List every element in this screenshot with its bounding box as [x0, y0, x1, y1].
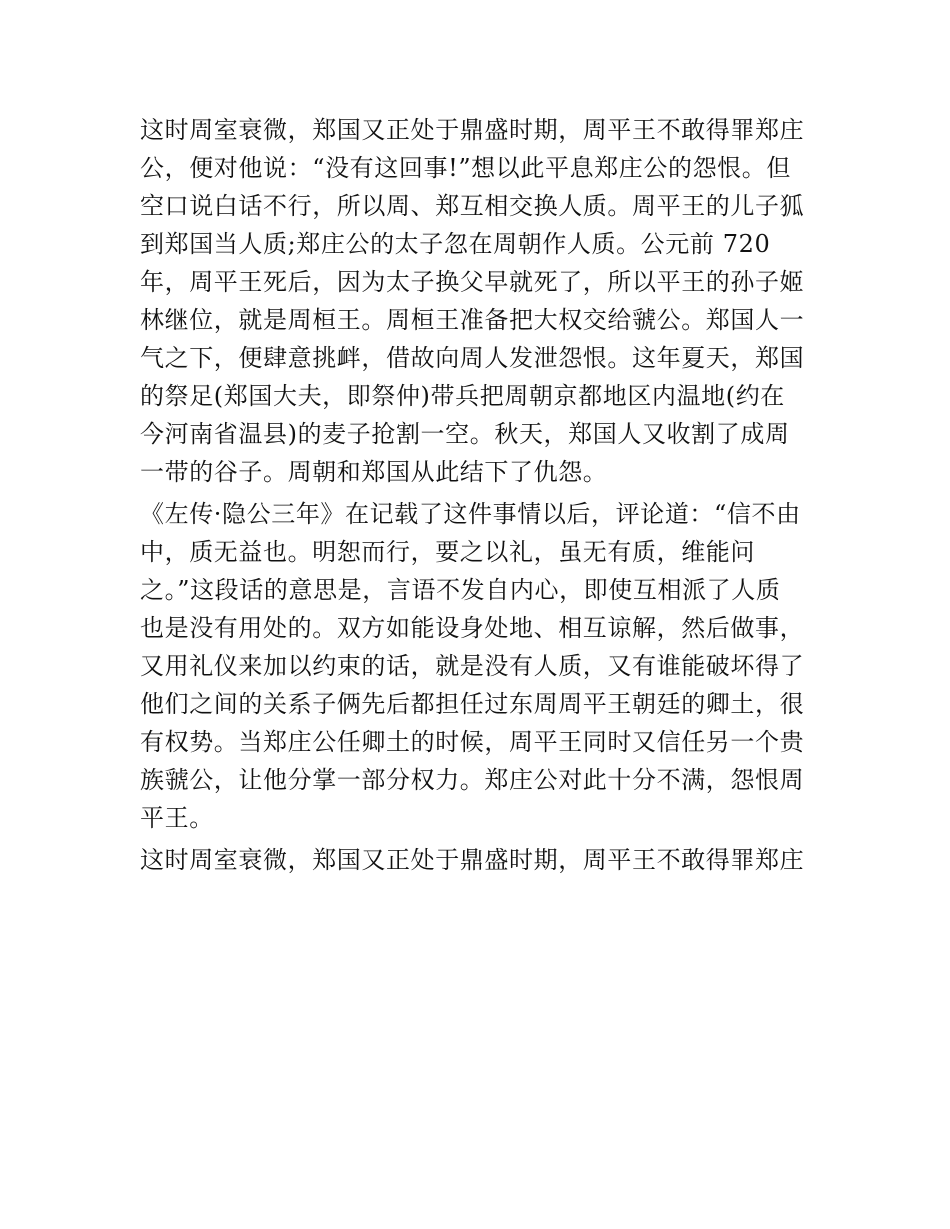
text-line: 有权势。当郑庄公任卿土的时候，周平王同时又信任另一个贵 — [140, 728, 805, 756]
text-line: 年，周平王死后，因为太子换父早就死了，所以平王的孙子姬 — [140, 268, 805, 296]
text-line: 气之下，便肆意挑衅，借故向周人发泄怨恨。这年夏天，郑国 — [140, 344, 805, 372]
text-line: 之。”这段话的意思是，言语不发自内心，即使互相派了人质 — [140, 576, 781, 604]
text-line: 族虢公，让他分掌一部分权力。郑庄公对此十分不满，怨恨周 — [140, 766, 805, 794]
text-line: 空口说白话不行，所以周、郑互相交换人质。周平王的儿子狐 — [140, 192, 805, 220]
paragraph-3 — [140, 841, 820, 879]
text-line: 也是没有用处的。双方如能设身处地、相互谅解，然后做事， — [140, 614, 805, 642]
body-text — [140, 111, 820, 879]
paragraph-1 — [140, 111, 820, 491]
text-line: 又用礼仪来加以约束的话，就是没有人质，又有谁能破坏得了 — [140, 652, 805, 680]
text-line: 公，便对他说：“没有这回事!”想以此平息郑庄公的怨恨。但 — [140, 154, 791, 182]
text-line: 林继位，就是周桓王。周桓王准备把大权交给虢公。郑国人一 — [140, 306, 805, 334]
text-line: 一带的谷子。周朝和郑国从此结下了仇怨。 — [140, 458, 608, 486]
text-line: 他们之间的关系子俩先后都担任过东周周平王朝廷的卿土，很 — [140, 690, 805, 718]
text-line: 这时周室衰微，郑国又正处于鼎盛时期，周平王不敢得罪郑庄 — [140, 846, 805, 874]
text-line: 平王。 — [140, 804, 214, 832]
text-line: 今河南省温县)的麦子抢割一空。秋天，郑国人又收割了成周 — [140, 420, 790, 448]
text-line: 《左传·隐公三年》在记载了这件事情以后，评论道：“信不由 — [140, 500, 801, 528]
text-line: 到郑国当人质;郑庄公的太子忽在周朝作人质。公元前 720 — [140, 230, 771, 258]
text-line: 的祭足(郑国大夫，即祭仲)带兵把周朝京都地区内温地(约在 — [140, 382, 785, 410]
text-line: 中，质无益也。明恕而行，要之以礼，虽无有质，维能问 — [140, 538, 755, 566]
paragraph-2 — [140, 495, 820, 837]
text-line: 这时周室衰微，郑国又正处于鼎盛时期，周平王不敢得罪郑庄 — [140, 116, 805, 144]
